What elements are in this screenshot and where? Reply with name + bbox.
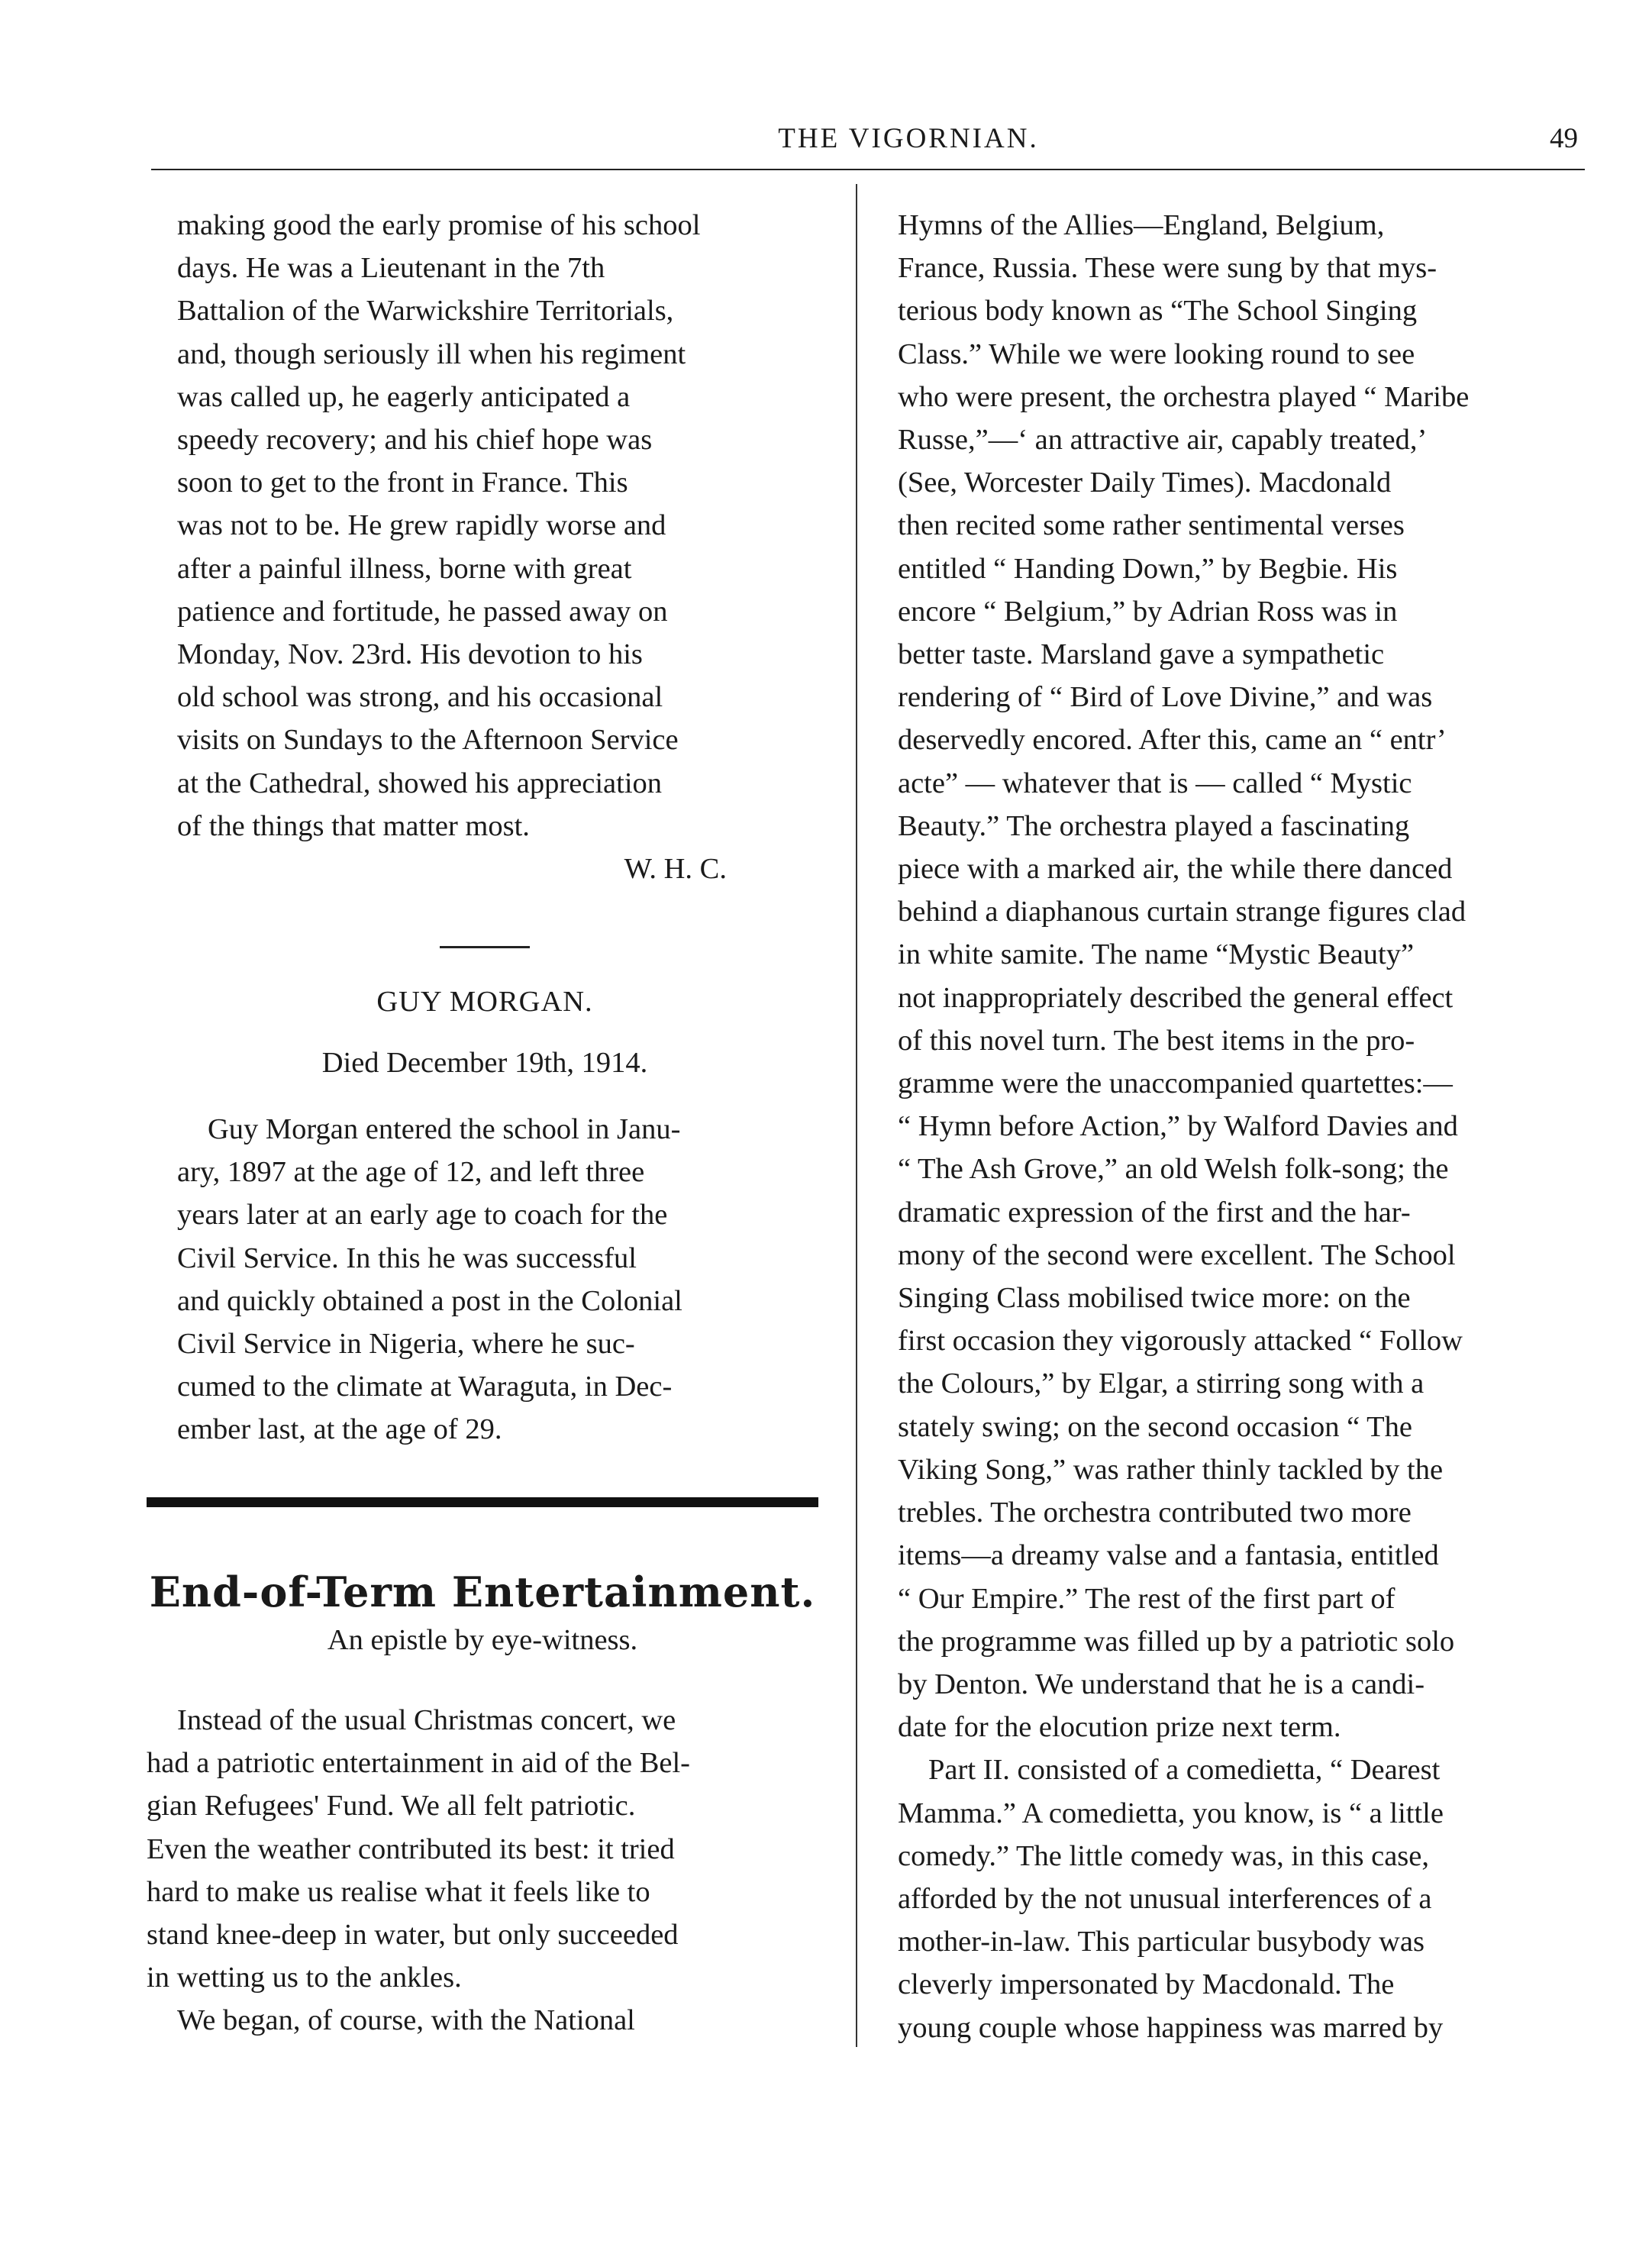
entertainment-text <box>147 1699 818 2042</box>
obituary-date: Died December 19th, 1914. <box>321 1047 648 1079</box>
article-line: not inappropriately described the general effect <box>898 981 1454 1014</box>
obituary-heading: GUY MORGAN. <box>376 986 593 1018</box>
article-line: piece with a marked air, the while there danced <box>898 853 1453 886</box>
article-line: encore “ Belgium,” by Adrian Ross was in <box>898 595 1398 628</box>
obituary-line: ary, 1897 at the age of 12, and left three <box>177 1156 645 1189</box>
header-rule <box>151 169 1585 170</box>
article-line: comedy.” The little comedy was, in this case, <box>898 1839 1430 1872</box>
tribute-line: days. He was a Lieutenant in the 7th <box>177 252 605 285</box>
obituary-line: and quickly obtained a post in the Colonial <box>177 1284 682 1317</box>
article-line: afforded by the not unusual interferences of a <box>898 1882 1432 1915</box>
tribute-line: and, though seriously ill when his regiment <box>177 337 686 370</box>
obituary-line: cumed to the climate at Waraguta, in Dec- <box>177 1371 673 1403</box>
article-line: in white samite. The name “Mystic Beauty” <box>898 938 1415 971</box>
article-line: stately swing; on the second occasion “ The <box>898 1410 1412 1443</box>
article-line: “ Hymn before Action,” by Walford Davies and <box>898 1110 1458 1143</box>
tribute-line: making good the early promise of his school <box>177 209 701 241</box>
article-line: “ Our Empire.” The rest of the first part of <box>898 1582 1395 1615</box>
article-line: the programme was filled up by a patriotic solo <box>898 1625 1455 1658</box>
article-line: of this novel turn. The best items in the pro- <box>898 1024 1415 1057</box>
article-line: Beauty.” The orchestra played a fascinating <box>898 809 1410 842</box>
tribute-line: soon to get to the front in France. This <box>177 467 628 499</box>
article-line: rendering of “ Bird of Love Divine,” and was <box>898 681 1433 714</box>
article-line: the Colours,” by Elgar, a stirring song with a <box>898 1367 1425 1400</box>
article-line: Hymns of the Allies—England, Belgium, <box>898 209 1385 241</box>
article-line: young couple whose happiness was marred by <box>898 2011 1444 2044</box>
article-line: behind a diaphanous curtain strange figures clad <box>898 896 1466 928</box>
entertainment-line: Instead of the usual Christmas concert, we <box>177 1704 676 1736</box>
right-column-text <box>898 204 1580 2049</box>
tribute-line: was called up, he eagerly anticipated a <box>177 380 631 413</box>
obituary-line: Guy Morgan entered the school in Janu- <box>208 1113 681 1145</box>
article-line: Singing Class mobilised twice more: on the <box>898 1282 1411 1315</box>
tribute-line: at the Cathedral, showed his appreciation <box>177 767 663 799</box>
article-line: Viking Song,” was rather thinly tackled by the <box>898 1453 1444 1486</box>
entertainment-line: gian Refugees' Fund. We all felt patriotic. <box>147 1790 636 1823</box>
article-line: Part II. consisted of a comedietta, “ Dearest <box>928 1754 1441 1787</box>
article-line: dramatic expression of the first and the har- <box>898 1196 1411 1229</box>
section-thick-rule <box>147 1497 818 1507</box>
obituary-line: ember last, at the age of 29. <box>177 1413 502 1446</box>
obituary-line: Civil Service. In this he was successful <box>177 1241 637 1274</box>
obituary-line: years later at an early age to coach for the <box>177 1199 668 1232</box>
article-line: Class.” While we were looking round to see <box>898 337 1415 370</box>
entertainment-title: End-of-Term Entertainment. <box>149 1568 816 1616</box>
entertainment-line: had a patriotic entertainment in aid of the Bel- <box>147 1747 690 1780</box>
article-line: then recited some rather sentimental verses <box>898 509 1405 542</box>
article-line: Russe,”—‘ an attractive air, capably treated,’ <box>898 424 1428 457</box>
entertainment-line: We began, of course, with the National <box>177 2004 635 2037</box>
obituary-line: Civil Service in Nigeria, where he suc- <box>177 1328 635 1361</box>
article-line: acte” — whatever that is — called “ Mystic <box>898 767 1412 799</box>
article-line: terious body known as “The School Singing <box>898 295 1418 328</box>
tribute-line: Battalion of the Warwickshire Territorials, <box>177 295 674 328</box>
tribute-line: Monday, Nov. 23rd. His devotion to his <box>177 638 643 671</box>
tribute-line: after a painful illness, borne with great <box>177 552 632 585</box>
tribute-line: of the things that matter most. <box>177 809 530 842</box>
article-line: better taste. Marsland gave a sympathetic <box>898 638 1385 671</box>
article-line: first occasion they vigorously attacked “ Follow <box>898 1325 1463 1358</box>
article-line: items—a dreamy valse and a fantasia, entitled <box>898 1539 1439 1572</box>
article-line: mother-in-law. This particular busybody was <box>898 1926 1425 1958</box>
article-line: date for the elocution prize next term. <box>898 1711 1341 1744</box>
article-line: Mamma.” A comedietta, you know, is “ a little <box>898 1797 1444 1829</box>
obituary-text <box>177 1108 792 1451</box>
tribute-text <box>177 204 792 890</box>
column-divider <box>856 184 857 2047</box>
tribute-line: old school was strong, and his occasional <box>177 681 663 714</box>
article-line: France, Russia. These were sung by that mys- <box>898 252 1437 285</box>
entertainment-line: hard to make us realise what it feels like to <box>147 1875 650 1908</box>
signature: W. H. C. <box>624 853 727 886</box>
article-line: entitled “ Handing Down,” by Begbie. His <box>898 552 1398 585</box>
tribute-line: visits on Sundays to the Afternoon Service <box>177 724 679 757</box>
article-line: who were present, the orchestra played “ Maribe <box>898 380 1470 413</box>
article-line: by Denton. We understand that he is a candi- <box>898 1668 1425 1700</box>
article-line: “ The Ash Grove,” an old Welsh folk-song; the <box>898 1153 1449 1186</box>
article-line: deservedly encored. After this, came an “ entr’ <box>898 724 1447 757</box>
entertainment-line: Even the weather contributed its best: it tried <box>147 1832 675 1865</box>
entertainment-line: stand knee-deep in water, but only succeeded <box>147 1919 679 1952</box>
article-line: cleverly impersonated by Macdonald. The <box>898 1968 1395 2001</box>
tribute-line: was not to be. He grew rapidly worse and <box>177 509 666 542</box>
article-line: gramme were the unaccompanied quartettes:— <box>898 1067 1453 1100</box>
page-header-title: THE VIGORNIAN. <box>778 123 1039 154</box>
page-number: 49 <box>1550 123 1578 154</box>
article-line: mony of the second were excellent. The School <box>898 1238 1456 1271</box>
section-short-rule <box>440 946 530 948</box>
article-line: trebles. The orchestra contributed two more <box>898 1497 1412 1529</box>
entertainment-subtitle: An epistle by eye-witness. <box>327 1624 638 1656</box>
article-line: (See, Worcester Daily Times). Macdonald <box>898 467 1392 499</box>
tribute-line: patience and fortitude, he passed away on <box>177 595 668 628</box>
entertainment-line: in wetting us to the ankles. <box>147 1961 462 1994</box>
tribute-line: speedy recovery; and his chief hope was <box>177 424 653 457</box>
